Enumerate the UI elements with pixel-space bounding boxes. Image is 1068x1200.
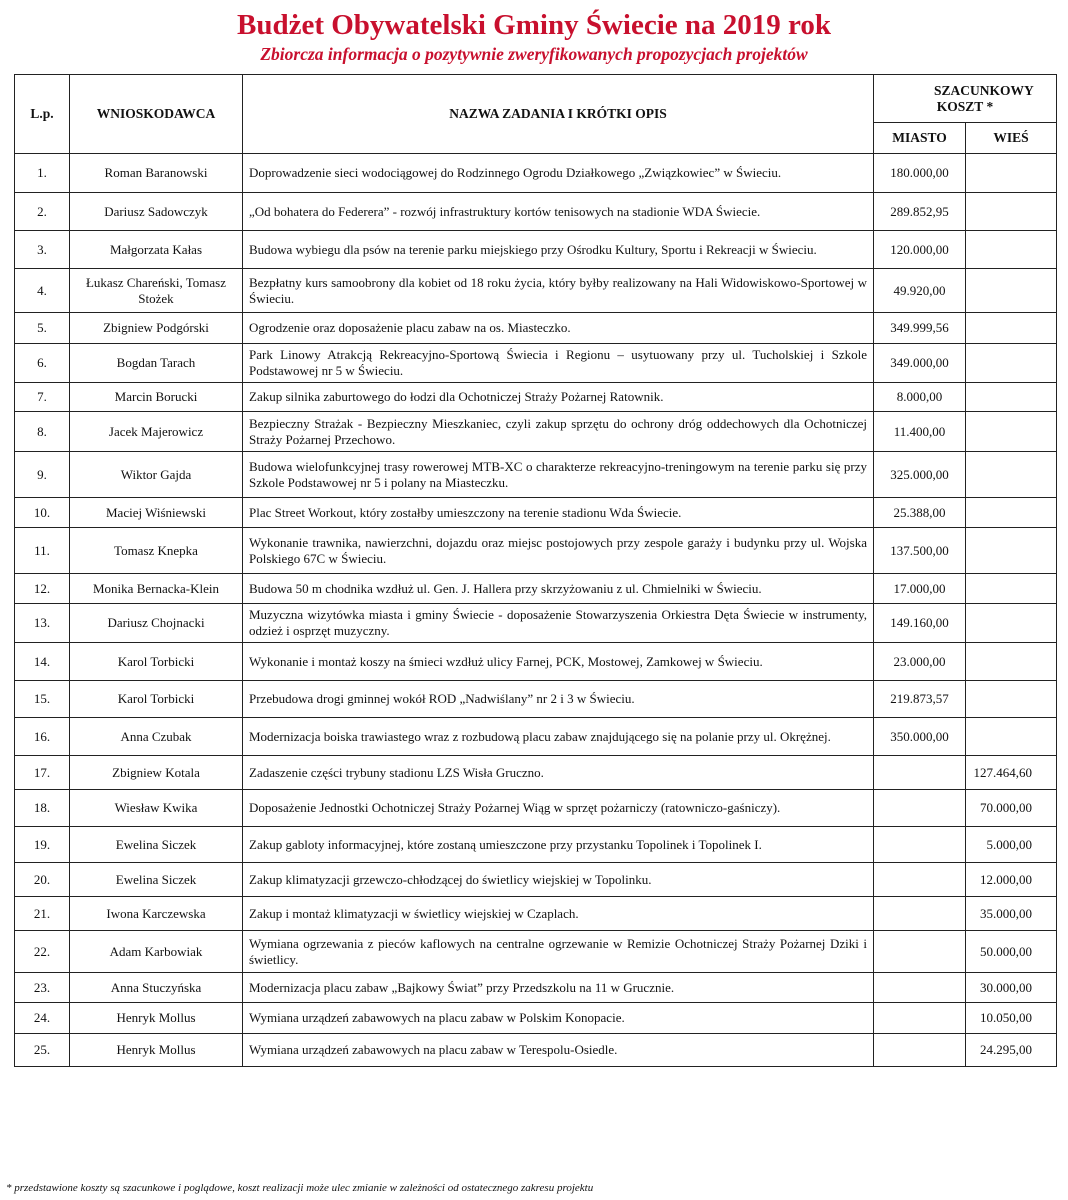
table-row: [15, 756, 1057, 790]
row-cost-city: 149.160,00: [874, 604, 966, 643]
row-cost-city: 11.400,00: [874, 412, 966, 452]
row-cost-city: [874, 973, 966, 1003]
header-village: WIEŚ: [966, 123, 1057, 154]
row-lp: 21.: [15, 897, 70, 931]
row-cost-village: [966, 681, 1057, 718]
table-row: [15, 452, 1057, 498]
row-description: Wymiana ogrzewania z pieców kaflowych na centralne ogrzewanie w Remizie Ochotniczej Straży Pożarnej Dziki i świetlicy.: [243, 931, 874, 973]
row-cost-city: [874, 756, 966, 790]
row-applicant: Anna Stuczyńska: [70, 973, 243, 1003]
table-row: [15, 973, 1057, 1003]
row-description: Plac Street Workout, który zostałby umieszczony na terenie stadionu Wda Świecie.: [243, 498, 874, 528]
row-description: Zakup silnika zaburtowego do łodzi dla Ochotniczej Straży Pożarnej Ratownik.: [243, 383, 874, 412]
table-row: [15, 681, 1057, 718]
row-applicant: Ewelina Siczek: [70, 863, 243, 897]
row-description: Doposażenie Jednostki Ochotniczej Straży Pożarnej Wiąg w sprzęt pożarniczy (ratowniczo-gaśniczy).: [243, 790, 874, 827]
row-lp: 22.: [15, 931, 70, 973]
row-description: Zakup gabloty informacyjnej, które zostaną umieszczone przy przystanku Topolinek i Topolinek I.: [243, 827, 874, 863]
table-row: [15, 193, 1057, 231]
row-cost-village: [966, 412, 1057, 452]
table-row: [15, 643, 1057, 681]
table-row: [15, 574, 1057, 604]
row-lp: 11.: [15, 528, 70, 574]
row-lp: 5.: [15, 313, 70, 344]
row-description: Budowa wielofunkcyjnej trasy rowerowej MTB-XC o charakterze rekreacyjno-treningowym na terenie parku się przy Szkole Podstawowej nr 5 i polany na Miasteczku.: [243, 452, 874, 498]
row-lp: 13.: [15, 604, 70, 643]
row-description: Modernizacja boiska trawiastego wraz z rozbudową placu zabaw znajdującego się na polanie przy ul. Okrężnej.: [243, 718, 874, 756]
row-cost-village: [966, 452, 1057, 498]
projects-table: [14, 74, 1057, 1067]
row-applicant: Wiesław Kwika: [70, 790, 243, 827]
row-applicant: Roman Baranowski: [70, 154, 243, 193]
row-description: Bezpłatny kurs samoobrony dla kobiet od 18 roku życia, który byłby realizowany na Hali Widowiskowo-Sportowej w Świeciu.: [243, 269, 874, 313]
table-header: [15, 75, 1057, 154]
row-lp: 23.: [15, 973, 70, 1003]
row-applicant: Henryk Mollus: [70, 1003, 243, 1034]
row-cost-city: 349.999,56: [874, 313, 966, 344]
row-lp: 4.: [15, 269, 70, 313]
row-cost-village: [966, 231, 1057, 269]
table-row: [15, 412, 1057, 452]
header-task: NAZWA ZADANIA I KRÓTKI OPIS: [243, 75, 874, 154]
row-lp: 12.: [15, 574, 70, 604]
row-description: Ogrodzenie oraz doposażenie placu zabaw na os. Miasteczko.: [243, 313, 874, 344]
row-description: Przebudowa drogi gminnej wokół ROD „Nadwiślany” nr 2 i 3 w Świeciu.: [243, 681, 874, 718]
row-cost-city: [874, 1034, 966, 1067]
row-description: Wymiana urządzeń zabawowych na placu zabaw w Polskim Konopacie.: [243, 1003, 874, 1034]
row-lp: 19.: [15, 827, 70, 863]
table-row: [15, 383, 1057, 412]
row-cost-village: [966, 643, 1057, 681]
table-row: [15, 931, 1057, 973]
row-description: Muzyczna wizytówka miasta i gminy Świecie - doposażenie Stowarzyszenia Orkiestra Dęta Świecie w instrumenty, odzież i osprzęt muzyczny.: [243, 604, 874, 643]
table-row: [15, 269, 1057, 313]
row-cost-village: [966, 269, 1057, 313]
row-description: Wykonanie trawnika, nawierzchni, dojazdu oraz miejsc postojowych przy zespole garaży i budynku przy ul. Wojska Polskiego 67C w Świeciu.: [243, 528, 874, 574]
row-cost-village: [966, 193, 1057, 231]
row-lp: 8.: [15, 412, 70, 452]
header-lp: L.p.: [15, 75, 70, 154]
header-applicant: WNIOSKODAWCA: [70, 75, 243, 154]
table-row: [15, 1003, 1057, 1034]
row-cost-village: 30.000,00: [966, 973, 1057, 1003]
row-lp: 6.: [15, 344, 70, 383]
row-lp: 7.: [15, 383, 70, 412]
row-cost-village: 50.000,00: [966, 931, 1057, 973]
row-cost-city: 137.500,00: [874, 528, 966, 574]
row-cost-city: 350.000,00: [874, 718, 966, 756]
row-lp: 24.: [15, 1003, 70, 1034]
row-description: Budowa wybiegu dla psów na terenie parku miejskiego przy Ośrodku Kultury, Sportu i Rekreacji w Świeciu.: [243, 231, 874, 269]
row-description: Wymiana urządzeń zabawowych na placu zabaw w Terespolu-Osiedle.: [243, 1034, 874, 1067]
row-cost-city: 17.000,00: [874, 574, 966, 604]
row-cost-village: 24.295,00: [966, 1034, 1057, 1067]
row-applicant: Maciej Wiśniewski: [70, 498, 243, 528]
row-applicant: Jacek Majerowicz: [70, 412, 243, 452]
row-lp: 10.: [15, 498, 70, 528]
footnote: * przedstawione koszty są szacunkowe i poglądowe, koszt realizacji może ulec zmianie w zależności od ostatecznego zakresu projektu: [6, 1182, 594, 1194]
table-row: [15, 718, 1057, 756]
row-cost-village: 35.000,00: [966, 897, 1057, 931]
row-description: Park Linowy Atrakcją Rekreacyjno-Sportową Świecia i Regionu – usytuowany przy ul. Tucholskiej i Szkole Podstawowej nr 5 w Świeciu.: [243, 344, 874, 383]
row-applicant: Anna Czubak: [70, 718, 243, 756]
row-cost-city: [874, 1003, 966, 1034]
table-row: [15, 897, 1057, 931]
row-lp: 25.: [15, 1034, 70, 1067]
row-applicant: Karol Torbicki: [70, 643, 243, 681]
row-applicant: Marcin Borucki: [70, 383, 243, 412]
row-lp: 14.: [15, 643, 70, 681]
row-lp: 1.: [15, 154, 70, 193]
row-cost-village: 127.464,60: [966, 756, 1057, 790]
header-city: MIASTO: [874, 123, 966, 154]
row-applicant: Karol Torbicki: [70, 681, 243, 718]
row-applicant: Dariusz Chojnacki: [70, 604, 243, 643]
row-cost-city: 349.000,00: [874, 344, 966, 383]
row-lp: 16.: [15, 718, 70, 756]
row-cost-city: [874, 790, 966, 827]
row-cost-village: 70.000,00: [966, 790, 1057, 827]
row-cost-city: 219.873,57: [874, 681, 966, 718]
table-row: [15, 827, 1057, 863]
table-row: [15, 313, 1057, 344]
row-cost-village: [966, 498, 1057, 528]
row-cost-village: [966, 313, 1057, 344]
table-row: [15, 231, 1057, 269]
row-applicant: Adam Karbowiak: [70, 931, 243, 973]
row-cost-city: [874, 897, 966, 931]
row-lp: 2.: [15, 193, 70, 231]
row-cost-village: [966, 528, 1057, 574]
row-cost-city: 180.000,00: [874, 154, 966, 193]
row-description: Zadaszenie części trybuny stadionu LZS Wisła Gruczno.: [243, 756, 874, 790]
table-row: [15, 604, 1057, 643]
row-applicant: Zbigniew Kotala: [70, 756, 243, 790]
row-description: Zakup klimatyzacji grzewczo-chłodzącej do świetlicy wiejskiej w Topolinku.: [243, 863, 874, 897]
row-cost-city: [874, 863, 966, 897]
table-row: [15, 154, 1057, 193]
row-cost-village: [966, 154, 1057, 193]
row-cost-city: [874, 827, 966, 863]
row-applicant: Ewelina Siczek: [70, 827, 243, 863]
row-cost-village: [966, 718, 1057, 756]
page-title: Budżet Obywatelski Gminy Świecie na 2019 rok: [237, 9, 831, 41]
row-applicant: Henryk Mollus: [70, 1034, 243, 1067]
row-cost-city: 49.920,00: [874, 269, 966, 313]
row-cost-village: 5.000,00: [966, 827, 1057, 863]
row-cost-city: 8.000,00: [874, 383, 966, 412]
table-row: [15, 863, 1057, 897]
row-description: Bezpieczny Strażak - Bezpieczny Mieszkaniec, czyli zakup sprzętu do ochrony dróg oddechowych dla Ochotniczej Straży Pożarnej Przechowo.: [243, 412, 874, 452]
table-row: [15, 1034, 1057, 1067]
row-cost-city: 120.000,00: [874, 231, 966, 269]
row-cost-village: [966, 344, 1057, 383]
page-subtitle: Zbiorcza informacja o pozytywnie zweryfikowanych propozycjach projektów: [260, 44, 808, 64]
row-applicant: Dariusz Sadowczyk: [70, 193, 243, 231]
row-description: „Od bohatera do Federera” - rozwój infrastruktury kortów tenisowych na stadionie WDA Świecie.: [243, 193, 874, 231]
table-body: [15, 154, 1057, 1067]
row-description: Budowa 50 m chodnika wzdłuż ul. Gen. J. Hallera przy skrzyżowaniu z ul. Chmielniki w Świeciu.: [243, 574, 874, 604]
table-row: [15, 528, 1057, 574]
row-cost-city: 289.852,95: [874, 193, 966, 231]
table-row: [15, 498, 1057, 528]
row-cost-village: [966, 604, 1057, 643]
row-cost-city: 325.000,00: [874, 452, 966, 498]
row-description: Zakup i montaż klimatyzacji w świetlicy wiejskiej w Czaplach.: [243, 897, 874, 931]
row-cost-city: [874, 931, 966, 973]
row-description: Doprowadzenie sieci wodociągowej do Rodzinnego Ogrodu Działkowego „Związkowiec” w Świeciu.: [243, 154, 874, 193]
row-applicant: Tomasz Knepka: [70, 528, 243, 574]
row-applicant: Łukasz Chareński, Tomasz Stożek: [70, 269, 243, 313]
row-lp: 18.: [15, 790, 70, 827]
row-lp: 9.: [15, 452, 70, 498]
row-cost-city: 23.000,00: [874, 643, 966, 681]
row-applicant: Małgorzata Kałas: [70, 231, 243, 269]
table-row: [15, 344, 1057, 383]
row-lp: 15.: [15, 681, 70, 718]
table-row: [15, 790, 1057, 827]
row-cost-village: 10.050,00: [966, 1003, 1057, 1034]
row-cost-city: 25.388,00: [874, 498, 966, 528]
row-lp: 3.: [15, 231, 70, 269]
row-cost-village: 12.000,00: [966, 863, 1057, 897]
row-cost-village: [966, 383, 1057, 412]
row-lp: 20.: [15, 863, 70, 897]
row-applicant: Wiktor Gajda: [70, 452, 243, 498]
row-applicant: Monika Bernacka-Klein: [70, 574, 243, 604]
row-lp: 17.: [15, 756, 70, 790]
row-applicant: Bogdan Tarach: [70, 344, 243, 383]
row-applicant: Zbigniew Podgórski: [70, 313, 243, 344]
row-description: Modernizacja placu zabaw „Bajkowy Świat” przy Przedszkolu na 11 w Grucznie.: [243, 973, 874, 1003]
row-applicant: Iwona Karczewska: [70, 897, 243, 931]
row-cost-village: [966, 574, 1057, 604]
row-description: Wykonanie i montaż koszy na śmieci wzdłuż ulicy Farnej, PCK, Mostowej, Zamkowej w Świeciu.: [243, 643, 874, 681]
header-cost: SZACUNKOWY KOSZT *: [874, 75, 1057, 123]
